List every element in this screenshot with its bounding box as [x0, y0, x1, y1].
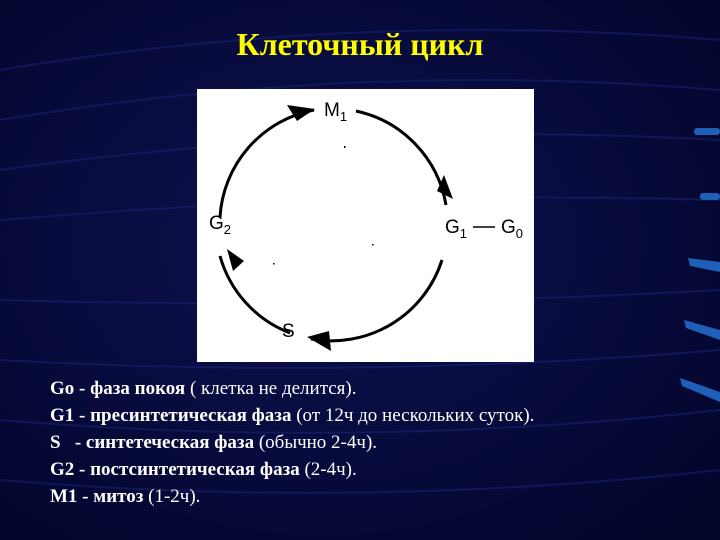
legend-desc: (обычно 2-4ч).: [254, 432, 378, 453]
arc-g1-to-s: [311, 260, 442, 341]
legend-desc: (от 12ч до нескольких суток).: [291, 405, 535, 426]
legend-row-m1: [50, 483, 534, 510]
legend-row-g0: [50, 375, 534, 402]
label-s: S: [282, 321, 295, 342]
label-g2: $G_2$: [209, 213, 232, 237]
legend-row-g2: [50, 456, 534, 483]
legend-term: S - синтетеческая фаза: [50, 432, 255, 453]
legend-desc: ( клетка не делится).: [185, 378, 357, 399]
arrowhead-bottom: [307, 331, 331, 351]
legend-term: G1 - пресинтетическая фаза: [50, 405, 292, 426]
legend-term: G2 - постсинтетическая фаза: [50, 459, 300, 480]
legend-row-s: [50, 429, 534, 456]
label-m1: $M_1$: [324, 100, 348, 124]
arc-s-to-g2: [220, 256, 290, 333]
cell-cycle-diagram: [197, 89, 534, 362]
legend-term: M1 - митоз: [50, 486, 144, 507]
legend-desc: (1-2ч).: [143, 486, 201, 507]
phase-legend: [50, 375, 534, 510]
legend-row-g1: [50, 402, 534, 429]
arrowhead-top: [287, 105, 315, 121]
legend-term: Go - фаза покоя: [50, 378, 186, 399]
arc-m1-to-g1: [356, 111, 446, 205]
label-g0: $G_0$: [501, 217, 524, 241]
arrowhead-left: [227, 249, 244, 271]
slide-title: Клеточный цикл: [236, 26, 484, 62]
legend-desc: (2-4ч).: [299, 459, 357, 480]
cell-cycle-svg: [197, 89, 534, 362]
scan-specks: [273, 146, 374, 265]
label-g1: $G_1$: [445, 217, 468, 241]
arc-g2-to-m1: [220, 110, 314, 217]
